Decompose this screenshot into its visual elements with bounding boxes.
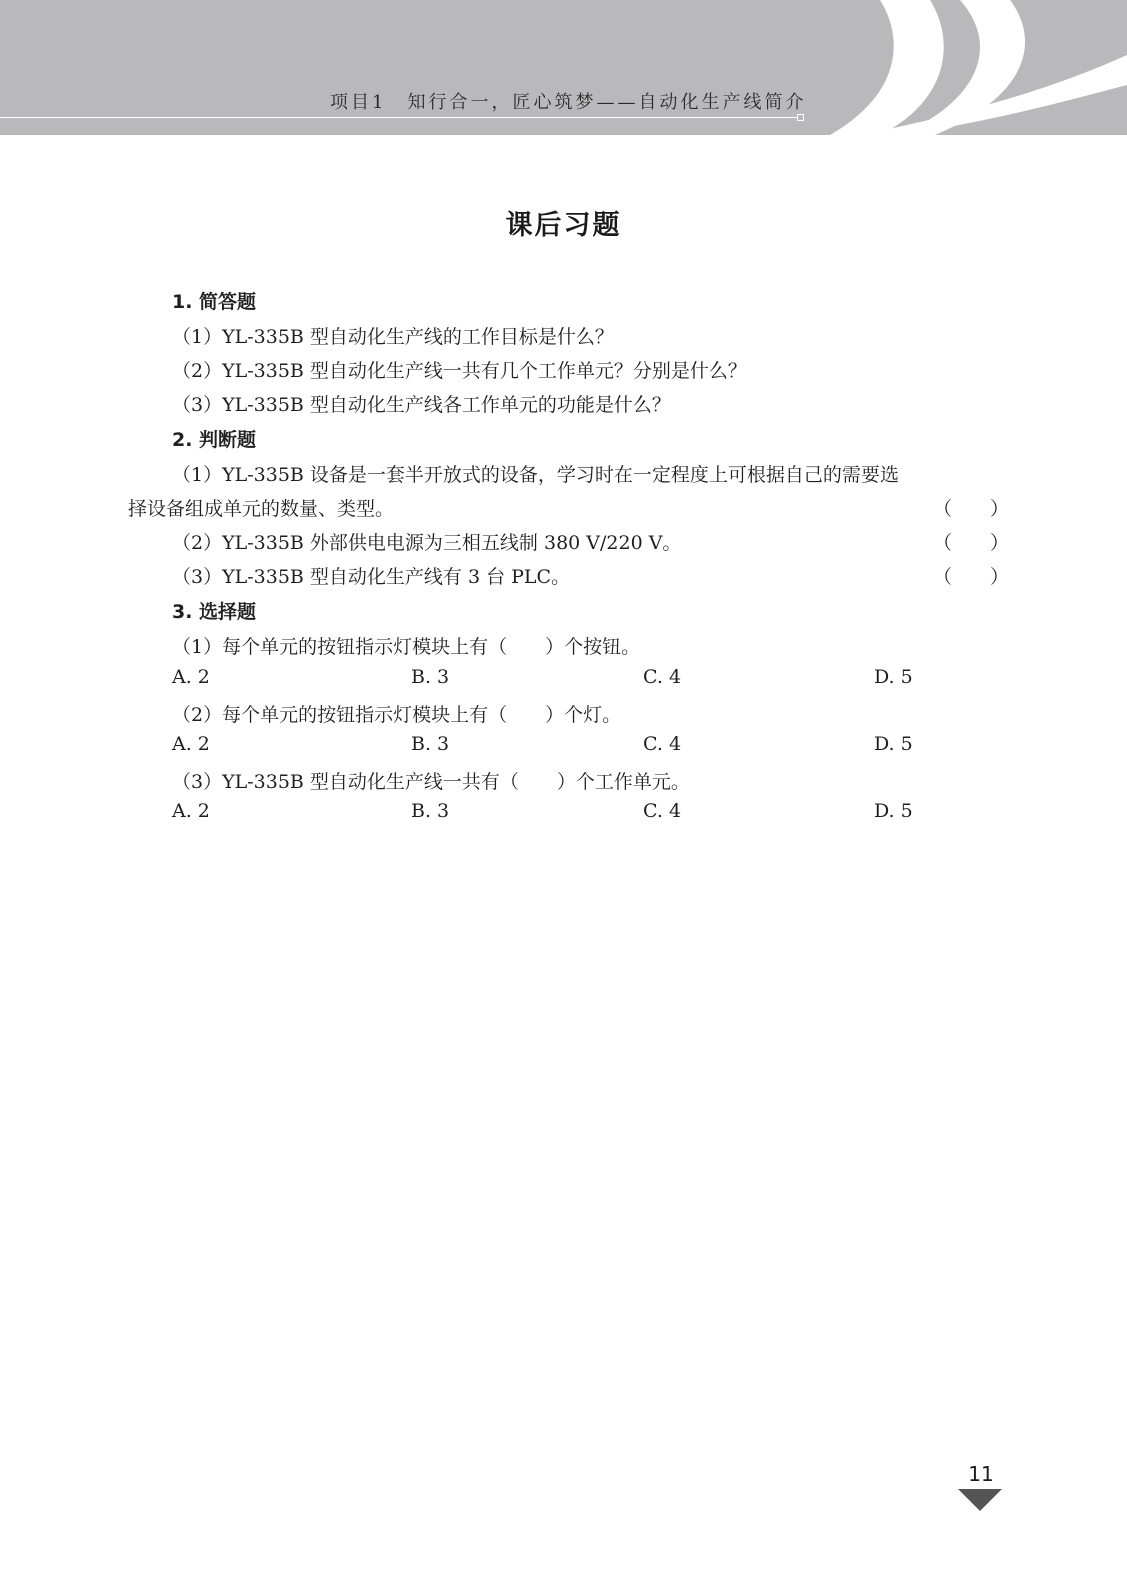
header-rule-marker (797, 114, 804, 121)
choice-question-3-option-b: B. 3 (411, 800, 450, 822)
short-answer-question-2: （2）YL-335B 型自动化生产线一共有几个工作单元？分别是什么？ (172, 360, 747, 382)
choice-question-3-option-a: A. 2 (172, 800, 210, 822)
choice-question-3-option-c: C. 4 (643, 800, 682, 822)
choice-question-2-option-d: D. 5 (874, 733, 913, 755)
true-false-answer-bracket-1: （ ） (933, 498, 1010, 520)
true-false-question-2: （2）YL-335B 外部供电电源为三相五线制 380 V/220 V。 (172, 532, 682, 554)
choice-question-2-option-b: B. 3 (411, 733, 450, 755)
true-false-question-1-line2: 择设备组成单元的数量、类型。 (128, 498, 395, 520)
short-answer-question-3: （3）YL-335B 型自动化生产线各工作单元的功能是什么？ (172, 394, 671, 416)
page-number: 11 (968, 1462, 994, 1486)
choice-question-1-stem: （1）每个单元的按钮指示灯模块上有（ ）个按钮。 (172, 636, 641, 658)
choice-question-2-option-a: A. 2 (172, 733, 210, 755)
choice-question-3-option-d: D. 5 (874, 800, 913, 822)
running-header-title: 项目1 知行合一，匠心筑梦——自动化生产线简介 (330, 92, 807, 113)
true-false-answer-bracket-3: （ ） (933, 566, 1010, 588)
section-heading-short-answer: 1. 简答题 (172, 291, 257, 313)
swoosh-outer (830, 0, 944, 135)
choice-question-2-stem: （2）每个单元的按钮指示灯模块上有（ ）个灯。 (172, 704, 622, 726)
true-false-question-3: （3）YL-335B 型自动化生产线有 3 台 PLC。 (172, 566, 571, 588)
choice-question-3-stem: （3）YL-335B 型自动化生产线一共有（ ）个工作单元。 (172, 771, 690, 793)
true-false-question-1-line1: （1）YL-335B 设备是一套半开放式的设备，学习时在一定程度上可根据自己的需要选 (172, 464, 899, 486)
page-title: 课后习题 (505, 210, 622, 241)
short-answer-question-1: （1）YL-335B 型自动化生产线的工作目标是什么？ (172, 326, 614, 348)
page-down-arrow-icon (958, 1489, 1002, 1511)
section-heading-multiple-choice: 3. 选择题 (172, 601, 257, 623)
choice-question-1-option-b: B. 3 (411, 666, 450, 688)
choice-question-2-option-c: C. 4 (643, 733, 682, 755)
header-rule (0, 117, 798, 118)
choice-question-1-option-d: D. 5 (874, 666, 913, 688)
header-swoosh-decoration (0, 0, 1127, 140)
choice-question-1-option-a: A. 2 (172, 666, 210, 688)
choice-question-1-option-c: C. 4 (643, 666, 682, 688)
section-heading-true-false: 2. 判断题 (172, 429, 257, 451)
true-false-answer-bracket-2: （ ） (933, 532, 1010, 554)
